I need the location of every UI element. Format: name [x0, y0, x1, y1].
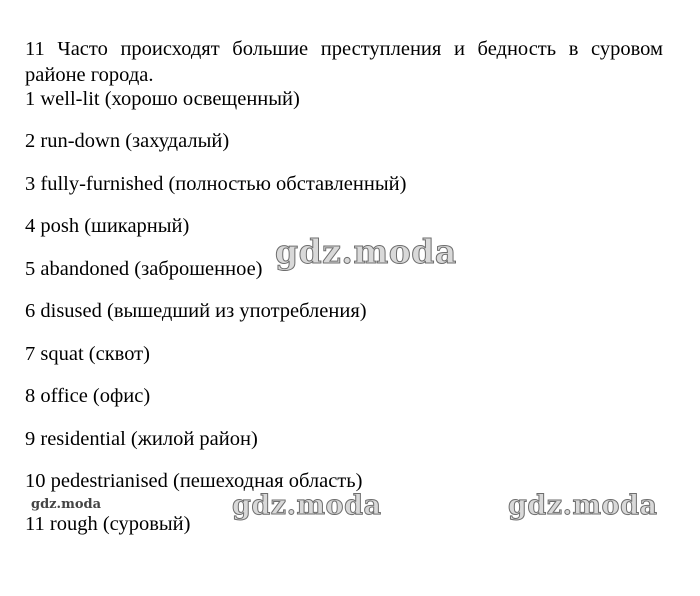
answer-item-9: 9 residential (жилой район) [25, 428, 258, 450]
answer-item-11: 11 rough (суровый) [25, 513, 191, 535]
answer-item-2: 2 run-down (захудалый) [25, 130, 230, 152]
watermark-small: gdz.moda [31, 497, 102, 512]
answer-item-1: 1 well-lit (хорошо освещенный) [25, 88, 300, 110]
watermark-center: gdz.moda [275, 232, 457, 271]
watermark-bottom-middle: gdz.moda [232, 490, 382, 521]
answer-item-7: 7 squat (сквот) [25, 343, 150, 365]
answer-item-8: 8 office (офис) [25, 385, 151, 407]
answer-item-6: 6 disused (вышедший из употребления) [25, 300, 367, 322]
answer-item-3: 3 fully-furnished (полностью обставленный) [25, 173, 407, 195]
answer-item-5: 5 abandoned (заброшенное) [25, 258, 263, 280]
answer-item-10: 10 pedestrianised (пешеходная область) [25, 470, 363, 492]
answer-item-4: 4 posh (шикарный) [25, 215, 190, 237]
watermark-bottom-right: gdz.moda [508, 490, 658, 521]
intro-sentence: 11 Часто происходят большие преступления и бедность в суровом районе города. [25, 37, 663, 86]
